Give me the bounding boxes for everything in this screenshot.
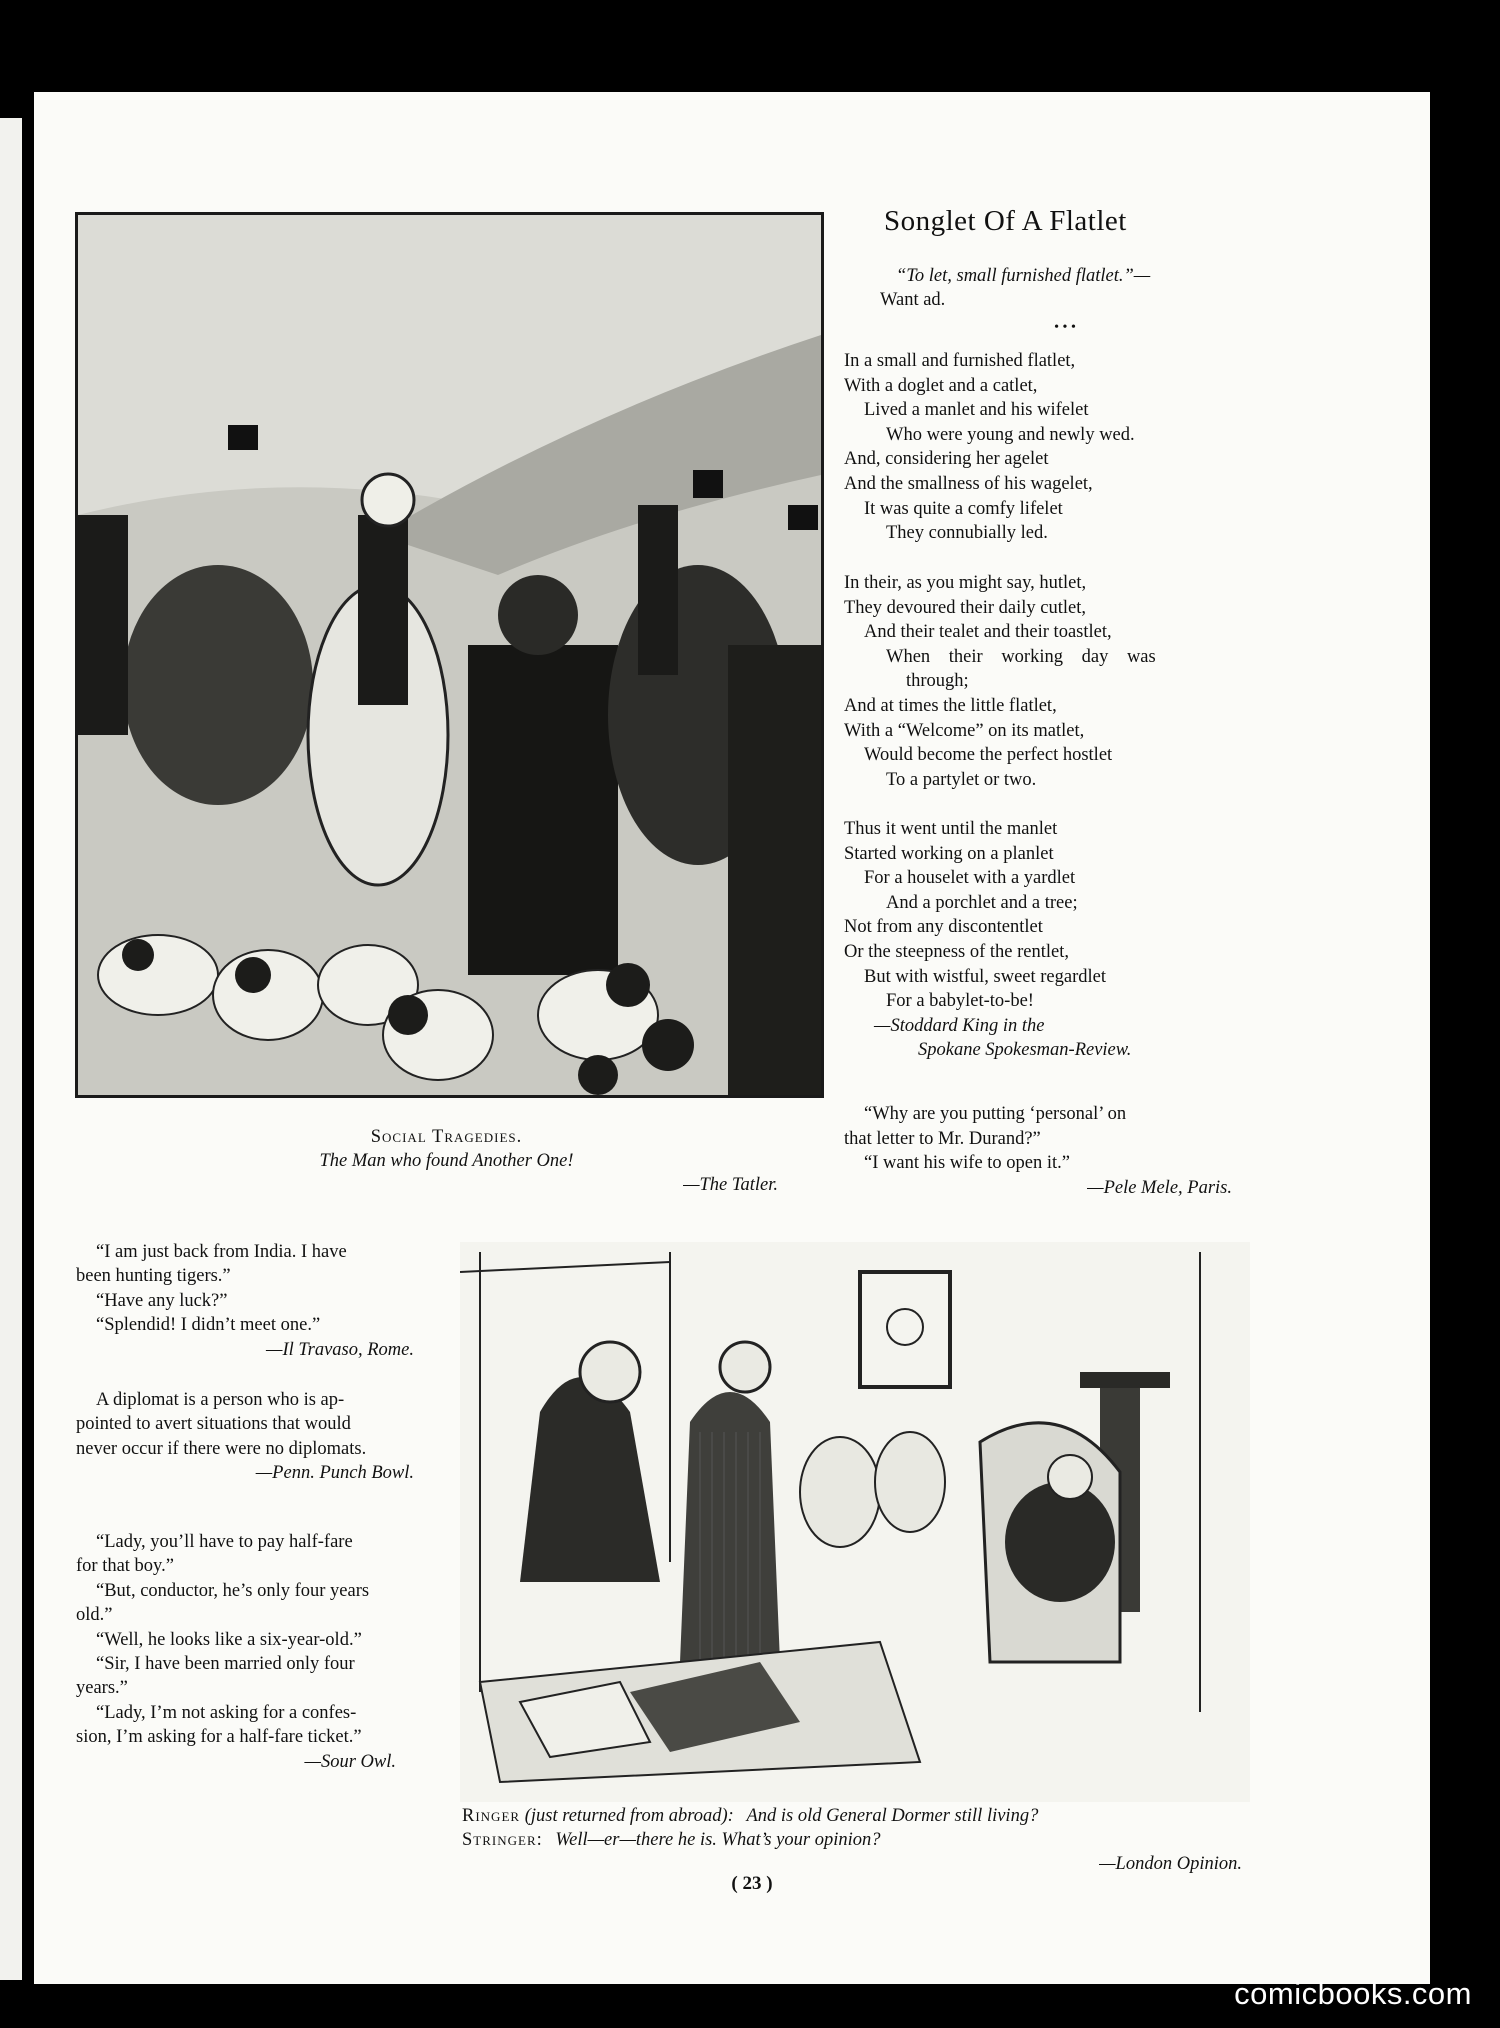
speaker-note: (just returned from abroad): [524, 1806, 734, 1826]
poem-line: through; [906, 671, 969, 692]
joke-line: never occur if there were no diplomats. [76, 1438, 367, 1459]
poem-line: It was quite a comfy lifelet [864, 498, 1063, 519]
poem-line: They connubially led. [886, 523, 1048, 544]
poem-line: In a small and furnished flatlet, [844, 351, 1076, 371]
joke-line: “But, conductor, he’s only four years [96, 1580, 370, 1601]
joke-line: “Well, he looks like a six-year-old.” [96, 1629, 362, 1650]
caption-line-2 [462, 1828, 1262, 1852]
poem-line: Would become the perfect hostlet [864, 745, 1113, 766]
poem-line: Who were young and newly wed. [886, 424, 1135, 445]
caption-line: The Man who found Another One! [319, 1151, 574, 1171]
half-fare-joke [76, 1530, 436, 1774]
caption-credit: —London Opinion. [1099, 1854, 1242, 1874]
joke-line: “Sir, I have been married only four [96, 1654, 355, 1675]
joke-line: years.” [76, 1678, 128, 1699]
poem-line: For a babylet-to-be! [886, 991, 1034, 1012]
speaker-line: Well—er—there he is. What’s your opinion? [555, 1830, 881, 1850]
joke-line: “I want his wife to open it.” [864, 1153, 1071, 1174]
poem-line: Lived a manlet and his wifelet [864, 400, 1089, 421]
poem-line: In their, as you might say, hutlet, [844, 573, 1087, 593]
poem-stanza-2 [844, 571, 1244, 792]
poem-line: Not from any discontentlet [844, 917, 1043, 938]
caption-credit: —The Tatler. [683, 1175, 778, 1195]
joke-line: A diplomat is a person who is ap- [96, 1390, 345, 1410]
poem-line: And the smallness of his wagelet, [844, 473, 1093, 494]
poem-line: For a houselet with a yardlet [864, 868, 1076, 889]
joke-line: old.” [76, 1605, 113, 1626]
poem-line: To a partylet or two. [886, 769, 1037, 790]
epigraph-quote: “To let, small furnished flatlet.”— [896, 266, 1151, 286]
poem-title: Songlet Of A Flatlet [884, 205, 1127, 237]
watermark: comicbooks.com [1234, 1976, 1472, 2011]
poem-line: Thus it went until the manlet [844, 819, 1058, 839]
poem-line: With a “Welcome” on its matlet, [844, 720, 1085, 741]
joke-credit: —Sour Owl. [304, 1751, 396, 1772]
separator-dots: • • • [1054, 320, 1076, 335]
diplomat-joke [76, 1388, 436, 1486]
page-number: ( 23 ) [731, 1873, 773, 1894]
epigraph-source: Want ad. [880, 290, 946, 310]
poem-line: Started working on a planlet [844, 843, 1054, 864]
joke-line: “Why are you putting ‘personal’ on [864, 1104, 1127, 1124]
joke-line: been hunting tigers.” [76, 1266, 231, 1287]
club-cartoon-illustration [460, 1242, 1250, 1802]
bottom-cartoon-caption [462, 1804, 1262, 1876]
joke-credit: —Penn. Punch Bowl. [255, 1463, 414, 1484]
durand-joke [844, 1102, 1254, 1200]
joke-line: that letter to Mr. Durand?” [844, 1128, 1041, 1149]
joke-credit: —Il Travaso, Rome. [266, 1339, 414, 1360]
joke-line: “Splendid! I didn’t meet one.” [96, 1315, 321, 1336]
poem-line: But with wistful, sweet regardlet [864, 966, 1106, 987]
hunt-cartoon-illustration [75, 212, 824, 1098]
poem-credit: Spokane Spokesman-Review. [918, 1040, 1132, 1061]
poem-epigraph [880, 264, 1250, 340]
joke-line: pointed to avert situations that would [76, 1414, 351, 1435]
joke-line: “Have any luck?” [96, 1290, 228, 1311]
hunt-scene-drawing [78, 215, 821, 1095]
poem-line: They devoured their daily cutlet, [844, 597, 1086, 618]
caption-line-1 [462, 1804, 1262, 1828]
poem-line: With a doglet and a catlet, [844, 375, 1038, 396]
joke-line: “Lady, I’m not asking for a confes- [96, 1702, 357, 1723]
joke-line: “Lady, you’ll have to pay half-fare [96, 1532, 353, 1552]
poem-line: And a porchlet and a tree; [886, 892, 1078, 913]
poem-stanza-1 [844, 349, 1244, 546]
speaker-name: Ringer [462, 1806, 521, 1826]
joke-line: for that boy.” [76, 1556, 174, 1577]
club-scene-drawing [460, 1242, 1250, 1802]
caption-title: Social Tragedies. [370, 1127, 523, 1147]
joke-credit: —Pele Mele, Paris. [1087, 1177, 1232, 1198]
poem-line: Or the steepness of the rentlet, [844, 941, 1070, 962]
poem-stanza-3 [844, 817, 1244, 1063]
india-joke [76, 1240, 436, 1362]
poem-line: And at times the little flatlet, [844, 695, 1057, 716]
speaker-line: And is old General Dormer still living? [746, 1806, 1039, 1826]
poem-line: And, considering her agelet [844, 449, 1049, 470]
previous-page-edge [0, 118, 22, 1980]
poem-credit: —Stoddard King in the [874, 1015, 1045, 1036]
magazine-page [34, 92, 1430, 1984]
speaker-name: Stringer: [462, 1830, 543, 1850]
joke-line: “I am just back from India. I have [96, 1242, 347, 1262]
joke-line: sion, I’m asking for a half-fare ticket.” [76, 1727, 362, 1748]
poem-line: When their working day was [886, 646, 1156, 667]
top-cartoon-caption [75, 1125, 818, 1197]
poem-line: And their tealet and their toastlet, [864, 622, 1112, 643]
